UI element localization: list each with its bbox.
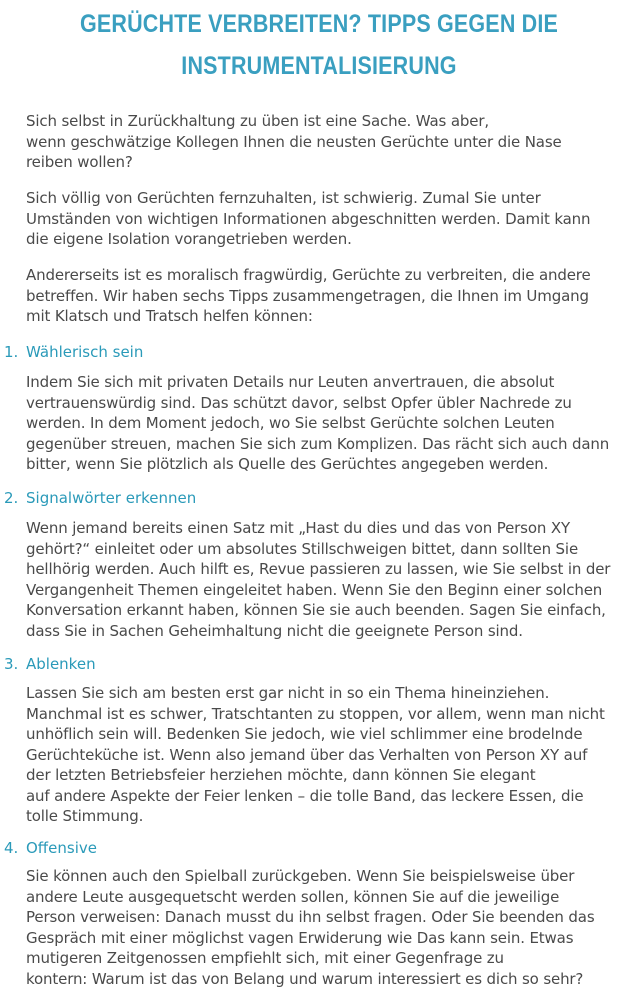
tip-text-4: Sie können auch den Spielball zurückgeben. Wenn Sie beispielsweise über andere Leute ausgequetscht werden sollen, können Sie auf die jeweilige Person verweisen: Danach musst du ihn selbst fragen. Oder Sie beenden das Gespräch mit einer möglichst vagen Erwiderung wie Das kann sein. Etwas mutigeren Zeitgenossen empfiehlt sich, mit einer Gegenfrage zu kontern: Warum ist das von Belang und warum interessiert es dich so sehr? xyxy=(26,867,595,988)
tip-title-2: Signalwörter erkennen xyxy=(26,489,197,507)
tip-text-3: Lassen Sie sich am besten erst gar nicht in so ein Thema hineinziehen. Manchmal ist es schwer, Tratschtanten zu stoppen, vor allem, wenn man nicht unhöflich sein will. Bedenken Sie jedoch, wie viel schlimmer eine brodelnde Gerüchteküche ist. Wenn also jemand über das Verhalten von Person XY auf der letzten Betriebsfeier herziehen möchte, dann können Sie elegant auf andere Aspekte der Feier lenken – die tolle Band, das leckere Essen, die tolle Stimmung. xyxy=(26,684,605,825)
tip-title-1: Wählerisch sein xyxy=(26,343,144,361)
tip-title-4: Offensive xyxy=(26,839,97,857)
tip-number-3: 3. xyxy=(4,655,19,673)
tip-title-3: Ablenken xyxy=(26,655,96,673)
page-title-line-1: GERÜCHTE VERBREITEN? TIPPS GEGEN DIE xyxy=(79,10,559,38)
tip-heading-2 xyxy=(4,488,196,508)
tip-heading-4 xyxy=(4,838,97,858)
intro-paragraph-1: Sich selbst in Zurückhaltung zu üben ist eine Sache. Was aber, wenn geschwätzige Kollegen Ihnen die neusten Gerüchte unter die Nase reiben wollen? xyxy=(26,112,562,171)
tip-text-1: Indem Sie sich mit privaten Details nur Leuten anvertrauen, die absolut vertrauenswürdig sind. Das schützt davor, selbst Opfer übler Nachrede zu werden. In dem Moment jedoch, wo Sie selbst Gerüchte solchen Leuten gegenüber streuen, machen Sie sich zum Komplizen. Das rächt sich auch dann bitter, wenn Sie plötzlich als Quelle des Gerüchtes angegeben werden. xyxy=(26,373,610,473)
intro-paragraph-3: Andererseits ist es moralisch fragwürdig, Gerüchte zu verbreiten, die andere betreffen. Wir haben sechs Tipps zusammengetragen, die Ihnen im Umgang mit Klatsch und Tratsch helfen können: xyxy=(26,266,591,325)
tip-heading-3 xyxy=(4,654,96,674)
tip-number-4: 4. xyxy=(4,839,19,857)
tip-number-2: 2. xyxy=(4,489,19,507)
intro-paragraph-2: Sich völlig von Gerüchten fernzuhalten, ist schwierig. Zumal Sie unter Umständen von wichtigen Informationen abgeschnitten werden. Damit kann die eigene Isolation vorangetrieben werden. xyxy=(26,189,591,248)
tip-heading-1 xyxy=(4,342,143,362)
tip-text-2: Wenn jemand bereits einen Satz mit „Hast du dies und das von Person XY gehört?“ einleitet oder um absolutes Stillschweigen bittet, dann sollten Sie hellhörig werden. Auch hilft es, Revue passieren zu lassen, wie Sie selbst in der Vergangenheit Themen eingeleitet haben. Wenn Sie den Beginn einer solchen Konversation erkannt haben, können Sie sie auch beenden. Sagen Sie einfach, dass Sie in Sachen Geheimhaltung nicht die geeignete Person sind. xyxy=(26,519,611,640)
tip-number-1: 1. xyxy=(4,343,19,361)
page-title-line-2: INSTRUMENTALISIERUNG xyxy=(181,52,457,80)
